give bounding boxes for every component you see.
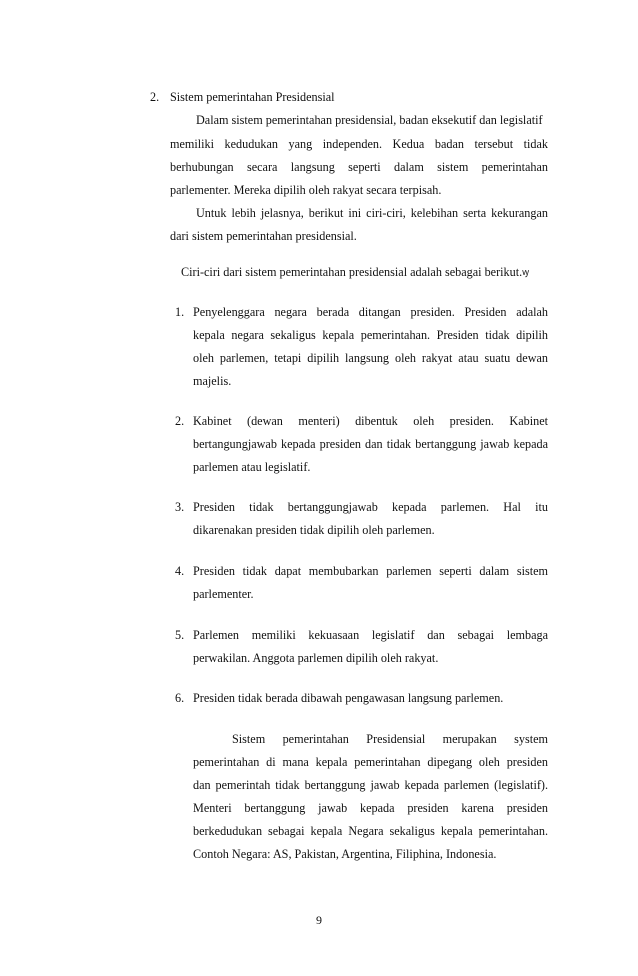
para2-line-1: Untuk lebih jelasnya, berikut ini ciri-ciri, kelebihan serta kekurangan xyxy=(196,206,548,220)
para2-line-2: dari sistem pemerintahan presidensial. xyxy=(170,229,357,243)
list-item-5-line-2: perwakilan. Anggota parlemen dipilih oleh rakyat. xyxy=(193,651,439,665)
para1-line-1: Dalam sistem pemerintahan presidensial, badan eksekutif dan legislatif xyxy=(196,113,543,127)
list-item-6-number: 6. xyxy=(175,691,185,705)
list-item-4-line-2: parlementer. xyxy=(193,587,254,601)
list-item-3-number: 3. xyxy=(175,500,185,514)
list-item-2-line-2: bertangungjawab kepada presiden dan tidak bertanggung jawab kepada xyxy=(193,437,548,451)
closing-line-4: Menteri bertanggung jawab kepada presiden karena presiden xyxy=(193,801,548,815)
section-heading: Sistem pemerintahan Presidensial xyxy=(170,90,335,104)
para1-line-3: berhubungan secara langsung seperti dalam sistem pemerintahan xyxy=(170,160,548,174)
list-item-1-line-3: oleh parlemen, tetapi dipilih langsung oleh rakyat atau suatu dewan xyxy=(193,351,548,365)
para1-line-4: parlementer. Mereka dipilih oleh rakyat secara terpisah. xyxy=(170,183,442,197)
page-number: 9 xyxy=(316,913,322,927)
list-item-5-line-1: Parlemen memiliki kekuasaan legislatif dan sebagai lembaga xyxy=(193,628,548,642)
list-item-1-line-4: majelis. xyxy=(193,374,232,388)
list-item-4-number: 4. xyxy=(175,564,185,578)
list-item-1-line-1: Penyelenggara negara berada ditangan presiden. Presiden adalah xyxy=(193,305,548,319)
ciri-intro-text: Ciri-ciri dari sistem pemerintahan presidensial adalah sebagai berikut. xyxy=(181,265,523,279)
closing-line-1: Sistem pemerintahan Presidensial merupakan system xyxy=(232,732,548,746)
list-item-6-line-1: Presiden tidak berada dibawah pengawasan langsung parlemen. xyxy=(193,691,504,705)
list-item-1-number: 1. xyxy=(175,305,185,319)
list-item-2-number: 2. xyxy=(175,414,185,428)
closing-line-5: berkedudukan sebagai kepala Negara sekaligus kepala pemerintahan. xyxy=(193,824,548,838)
list-item-3-line-1: Presiden tidak bertanggungjawab kepada parlemen. Hal itu xyxy=(193,500,548,514)
list-item-1-line-2: kepala negara sekaligus kepala pemerintahan. Presiden tidak dipilih xyxy=(193,328,548,342)
para1-line-2: memiliki kedudukan yang independen. Kedua badan tersebut tidak xyxy=(170,137,548,151)
section-number: 2. xyxy=(150,90,160,104)
list-item-2-line-1: Kabinet (dewan menteri) dibentuk oleh presiden. Kabinet xyxy=(193,414,548,428)
list-item-2-line-3: parlemen atau legislatif. xyxy=(193,460,311,474)
closing-line-2: pemerintahan di mana kepala pemerintahan dipegang oleh presiden xyxy=(193,755,548,769)
ciri-intro xyxy=(181,264,529,280)
list-item-5-number: 5. xyxy=(175,628,185,642)
list-item-3-line-2: dikarenakan presiden tidak dipilih oleh parlemen. xyxy=(193,523,435,537)
ciri-glyph: ꝡ xyxy=(522,267,530,277)
closing-line-3: dan pemerintah tidak bertanggung jawab kepada parlemen (legislatif). xyxy=(193,778,548,792)
closing-line-6: Contoh Negara: AS, Pakistan, Argentina, Filiphina, Indonesia. xyxy=(193,847,497,861)
list-item-4-line-1: Presiden tidak dapat membubarkan parlemen seperti dalam sistem xyxy=(193,564,548,578)
